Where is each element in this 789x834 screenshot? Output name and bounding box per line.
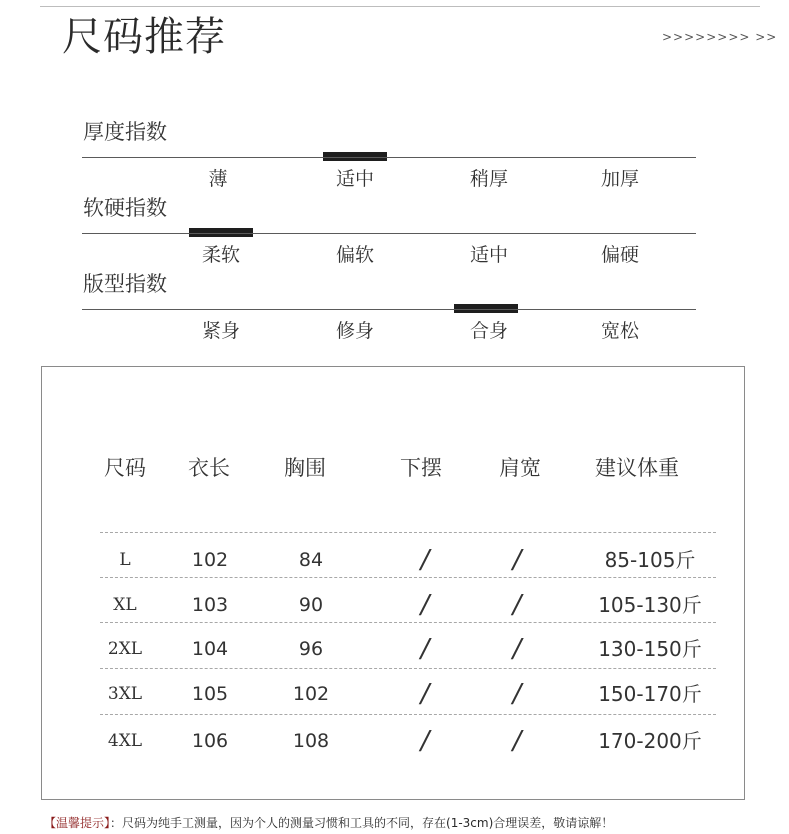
fit-option-4: 宽松	[600, 320, 639, 342]
footer-note-label: 【温馨提示】	[44, 816, 111, 830]
softness-option-2: 偏软	[335, 244, 374, 266]
thickness-scale-line	[82, 157, 696, 158]
weight-cell: 85-105斤	[604, 548, 696, 572]
softness-scale-line	[82, 233, 696, 234]
chest-cell: 84	[298, 549, 324, 571]
length-cell: 104	[191, 638, 229, 660]
fit-scale-line	[82, 309, 696, 310]
row-divider	[100, 622, 716, 623]
shoulder-cell: /	[512, 726, 522, 756]
fit-option-3: 合身	[469, 320, 508, 342]
footer-note	[44, 814, 784, 832]
hem-cell: /	[420, 726, 430, 756]
size-cell: 2XL	[107, 639, 143, 659]
header-size: 尺码	[104, 456, 146, 480]
shoulder-cell: /	[512, 590, 522, 620]
table-row	[0, 679, 789, 709]
size-cell: L	[119, 550, 131, 570]
table-row	[0, 634, 789, 664]
page-title: 尺码推荐	[62, 14, 226, 60]
length-cell: 106	[191, 730, 229, 752]
thickness-option-2: 适中	[335, 168, 374, 190]
header-length: 衣长	[188, 456, 230, 480]
chest-cell: 102	[292, 683, 330, 705]
footer-note-text: ：尺码为纯手工测量，因为个人的测量习惯和工具的不同，存在(1-3cm)合理误差，敬请谅解！	[110, 816, 614, 830]
size-cell: 4XL	[107, 731, 143, 751]
softness-option-4: 偏硬	[600, 244, 639, 266]
shoulder-cell: /	[512, 545, 522, 575]
chest-cell: 96	[298, 638, 324, 660]
hem-cell: /	[420, 545, 430, 575]
hem-cell: /	[420, 634, 430, 664]
chest-cell: 108	[292, 730, 330, 752]
fit-option-1: 紧身	[201, 320, 240, 342]
row-divider	[100, 532, 716, 533]
row-divider	[100, 714, 716, 715]
length-cell: 105	[191, 683, 229, 705]
size-cell: XL	[113, 595, 137, 615]
arrows-decoration: >>>>>>>> >>	[662, 30, 778, 44]
weight-cell: 130-150斤	[598, 637, 702, 661]
weight-cell: 150-170斤	[598, 682, 702, 706]
length-cell: 102	[191, 549, 229, 571]
thickness-option-3: 稍厚	[469, 168, 508, 190]
header-weight: 建议体重	[595, 456, 679, 480]
weight-cell: 170-200斤	[598, 729, 702, 753]
header-shoulder: 肩宽	[499, 456, 541, 480]
row-divider	[100, 577, 716, 578]
softness-option-1: 柔软	[201, 244, 240, 266]
shoulder-cell: /	[512, 634, 522, 664]
weight-cell: 105-130斤	[598, 593, 702, 617]
thickness-option-4: 加厚	[600, 168, 639, 190]
top-divider	[40, 6, 760, 7]
table-row	[0, 545, 789, 575]
hem-cell: /	[420, 590, 430, 620]
header-chest: 胸围	[284, 456, 326, 480]
shoulder-cell: /	[512, 679, 522, 709]
hem-cell: /	[420, 679, 430, 709]
thickness-option-1: 薄	[208, 168, 228, 190]
thickness-index-label: 厚度指数	[83, 120, 167, 144]
header-hem: 下摆	[400, 456, 442, 480]
fit-option-2: 修身	[335, 320, 374, 342]
softness-option-3: 适中	[469, 244, 508, 266]
table-row	[0, 590, 789, 620]
table-row	[0, 726, 789, 756]
chest-cell: 90	[298, 594, 324, 616]
fit-index-label: 版型指数	[83, 272, 167, 296]
row-divider	[100, 668, 716, 669]
softness-index-label: 软硬指数	[83, 196, 167, 220]
size-cell: 3XL	[107, 684, 143, 704]
length-cell: 103	[191, 594, 229, 616]
